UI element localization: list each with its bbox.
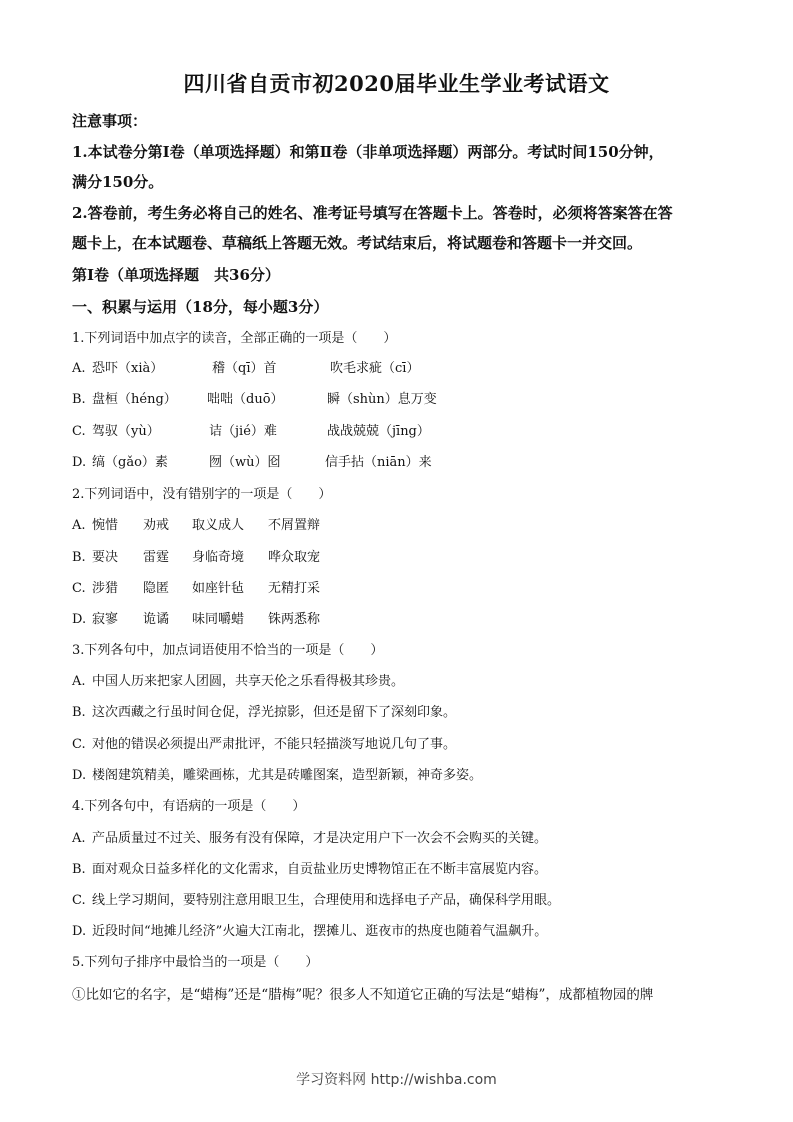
- question-2-option-a: A. 惋惜 劝戒 取义成人 不屑置辩: [72, 518, 321, 533]
- question-2-stem: 2.下列词语中，没有错别字的一项是（ ）: [72, 487, 332, 502]
- section-1-heading: 一、积累与运用（18分，每小题3分）: [72, 298, 329, 316]
- question-5-sentence-1: ①比如它的名字，是“蜡梅”还是“腊梅”呢？很多人不知道它正确的写法是“蜡梅”，成都植物园的牌: [72, 987, 654, 1003]
- question-2-option-c: C. 涉猎 隐匿 如座针毡 无精打采: [72, 581, 321, 596]
- question-3-option-a: A. 中国人历来把家人团圆，共享天伦之乐看得极其珍贵。: [72, 674, 405, 689]
- notice-item-1-line-2: 满分150分。: [72, 173, 164, 191]
- question-2-option-b: B. 要决 雷霆 身临奇境 哗众取宠: [72, 550, 321, 565]
- question-4-stem: 4.下列各句中，有语病的一项是（ ）: [72, 799, 306, 814]
- question-1-option-a: A. 恐吓（xià） 稽（qī）首 吹毛求疵（cī）: [72, 361, 420, 376]
- question-1-option-d: D. 缟（gǎo）素 囫（wù）囵 信手拈（niān）来: [72, 455, 432, 470]
- question-4-option-d: D. 近段时间“地摊儿经济”火遍大江南北，摆摊儿、逛夜市的热度也随着气温飙升。: [72, 924, 548, 939]
- question-4-option-b: B. 面对观众日益多样化的文化需求，自贡盐业历史博物馆正在不断丰富展览内容。: [72, 862, 548, 877]
- notice-item-2-line-1: 2.答卷前，考生务必将自己的姓名、准考证号填写在答题卡上。答卷时，必须将答案答在答: [72, 204, 673, 222]
- question-5-stem: 5.下列句子排序中最恰当的一项是（ ）: [72, 955, 319, 970]
- question-1-stem: 1.下列词语中加点字的读音，全部正确的一项是（ ）: [72, 331, 397, 346]
- notice-item-1-line-1: 1.本试卷分第Ⅰ卷（单项选择题）和第Ⅱ卷（非单项选择题）两部分。考试时间150分钟，: [72, 143, 664, 161]
- notice-item-2-line-2: 题卡上，在本试题卷、草稿纸上答题无效。考试结束后，将试题卷和答题卡一并交回。: [72, 234, 643, 252]
- part-1-heading: 第Ⅰ卷（单项选择题 共36分）: [72, 266, 280, 284]
- page-title: 四川省自贡市初2020届毕业生学业考试语文: [183, 71, 610, 96]
- question-3-stem: 3.下列各句中，加点词语使用不恰当的一项是（ ）: [72, 643, 384, 658]
- question-4-option-a: A. 产品质量过不过关、服务有没有保障，才是决定用户下一次会不会购买的关键。: [72, 831, 548, 846]
- question-1-option-c: C. 驾驭（yù） 诘（jié）难 战战兢兢（jīng）: [72, 424, 430, 439]
- question-4-option-c: C. 线上学习期间，要特别注意用眼卫生，合理使用和选择电子产品，确保科学用眼。: [72, 893, 561, 908]
- question-3-option-d: D. 楼阁建筑精美，雕梁画栋，尤其是砖雕图案，造型新颖，神奇多姿。: [72, 768, 483, 783]
- question-1-option-b: B. 盘桓（héng） 咄咄（duō） 瞬（shùn）息万变: [72, 392, 437, 407]
- question-3-option-c: C. 对他的错误必须提出严肃批评，不能只轻描淡写地说几句了事。: [72, 737, 457, 752]
- question-2-option-d: D. 寂寥 诡谲 味同嚼蜡 铢两悉称: [72, 612, 321, 627]
- footer-watermark: 学习资料网 http://wishba.com: [296, 1072, 497, 1088]
- question-3-option-b: B. 这次西藏之行虽时间仓促，浮光掠影，但还是留下了深刻印象。: [72, 705, 457, 720]
- notice-heading: 注意事项：: [72, 112, 148, 130]
